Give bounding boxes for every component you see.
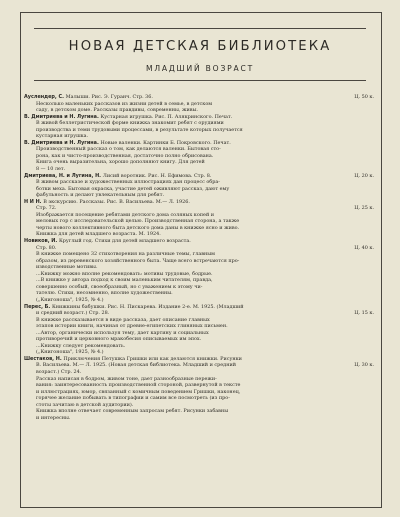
header-rule [34,80,366,81]
entry-title: Кустарная игрушка. Рис. П. Алякринского. Печат. [100,113,233,120]
entry-text-line: („Книгоноша", 1925, № 4.) [36,349,104,356]
entry-text-line: Стр. 72. Ц. 25 к. [36,205,374,212]
entry-text-line: В живой беллетристической форме книжка знакомит ребят с орудиями [36,120,224,127]
top-rule [34,28,366,29]
entry-text-line: ...В книжке у автора подход к своим маленьким читателям, правда, [36,277,213,284]
entry-text-line: горячее желание побывать в типографии и самим все посмотреть (из про- [36,395,230,402]
entry-text-line: 8 — 10 лет. [36,166,66,173]
entry-price: Ц. 30 к. [354,362,374,369]
entry-price: Ц. 40 к. [354,244,374,251]
entry-text-line: тателю. Стихи, несомненно, вполне художественны. [36,290,173,297]
entry-title: Малыши. Рис. Э. Гуранч. Стр. 36. [65,94,153,100]
entry-text-line: В живом рассказе и художественных иллюстрациях дан процесс обра- [36,179,220,186]
entry-text-line: меловых гор с исследовательской целью. Производственная сторона, а также [36,218,240,225]
entry-text-line: и иллюстрациях, юмор, связанный с комичным поведением Гришки, наконец, [36,388,241,395]
catalog-entry [24,140,374,173]
entry-price: Ц. 25 к. [354,205,374,212]
catalog-entry [24,238,374,303]
entry-text-line: фабульность и делают увлекательным для ребят. [36,192,165,199]
entry-text-line: этапов истории книги, начиная от древне-египетских глиняных письмен. [36,323,228,330]
catalog-entry [24,94,374,114]
entry-text-line: Изображается посещение ребятами детского дома соляных копей и [36,211,215,218]
entry-text-line: Книжка вполне отвечает современным запросам ребят. Рисунки забавны [36,408,229,415]
entry-text-line: Рассказ написан в бодром, живом тоне, дает разнообразные пережи- [36,375,217,382]
catalog-entry [24,356,374,421]
entry-author: Перес, Б. [24,303,52,310]
entry-author: В. Дмитриева и Н. Лугина. [24,113,101,120]
entry-text-line: рона, как и чисто-производственная, достаточно полно обрисована. [36,152,214,159]
entry-author: Новиков, И. [24,238,59,245]
entry-title: Приключения Петушка Гришки или как делаются книжки. Рисунки [63,355,242,362]
entry-text-line: производства и теми трудовыми процессами, в результате которых получается [36,126,243,133]
entry-text-line: В. Васильева. М.— Л. 1925. (Новая детская библиотека. Младший и средний Ц. 30 к. [36,362,374,369]
entry-title: Новые валенки. Картинки Б. Покровского. Печат. [100,139,231,146]
entry-title: Круглый год. Стихи для детей младшего возраста. [58,238,191,245]
entry-title: Книжкины бабушки. Рис. Н. Пискарева. Издание 2-е. М. 1925. (Младший [51,303,244,310]
entry-text-line: саду, в детском доме. Рассказы правдивы, современны, живы. [36,107,198,114]
entry-text-line: и интересны. [36,414,71,421]
page-title: НОВАЯ ДЕТСКАЯ БИБЛИОТЕКА [68,39,332,54]
entry-text-line: кустарная игрушка. [36,133,89,140]
entry-text-line: вания: заинтересованность производственной стороной, развернутой в тексте [36,382,241,389]
entry-price: Ц. 50 к. [354,94,374,100]
entry-text-line: ботки меха. Бытовая окраска, участие детей оживляют рассказ, дают ему [36,185,230,192]
entry-author: Н И Н. [24,198,44,205]
catalog-entry [24,173,374,199]
entry-price: Ц. 15 к. [354,310,374,317]
entry-text-line: В книжке рассказывается в виде рассказа, дает описание главных [36,316,210,323]
entry-text-line: Несколько маленьких рассказов из жизни детей в семье, в детском [36,100,213,107]
entry-text-line: Стр. 80. Ц. 40 к. [36,244,374,251]
entry-text-line: образом, из деревенского хозяйственного быта. Чаще всего встречаются про- [36,257,240,264]
entry-text-line: совершенно особый, своеобразный, но с уважением к этому чи- [36,283,203,290]
page-subtitle: МЛАДШИЙ ВОЗРАСТ [145,64,255,73]
entry-text-line: изводственные мотивы. [36,264,98,271]
entry-text-line: Книга очень выразительна, хорошо дополняют книгу. Для детей [36,159,205,166]
entry-price: Ц. 20 к. [354,172,374,179]
catalog-entries [24,94,374,421]
entry-text-line: Книжка для детей младшего возраста. М. 1924. [36,231,161,238]
entry-title: Лисий воротник. Рис. Н. Ефимова. Стр. 8. [102,172,212,179]
catalog-entry [24,199,374,238]
entry-text-line: („Книгоноша", 1925, № 4.) [36,296,104,303]
entry-text-line: ...Книжку следует рекомендовать. [36,342,126,349]
entry-text-line: и средний возраст.) Стр. 28. Ц. 15 к. [36,310,374,317]
entry-text-line: В книжке помещено 32 стихотворения на различные темы, главным [36,251,215,258]
entry-text-line: ...Автор, органически используя тему, дает картину и социальных [36,329,209,336]
entry-text-line: стоты зачитаю в детской аудитории). [36,401,134,408]
entry-text-line: ...Книжку можно вполне рекомендовать: мотивы трудовые, бодрые. [36,270,213,277]
entry-author: Ауслендер, С. [24,94,66,100]
entry-text-line: Производственный рассказ о том, как делаются валенки. Бытовая сто- [36,146,221,153]
catalog-entry [24,114,374,140]
catalog-entry [24,304,374,356]
entry-text-line: возраст.) Стр. 24. [36,368,82,375]
entry-title: В экскурсию. Рассказы. Рис. В. Васильева. М.— Л. 1926. [43,198,190,205]
entry-author: Дмитриева, Н. и Лугина, Н. [24,172,103,179]
entry-text-line: противоречий и церковного мракобесия описываемых им эпох. [36,336,202,343]
entry-author: Шестаков, Н. [24,355,64,362]
entry-author: В. Дмитриева и Н. Лугина. [24,139,101,146]
entry-text-line: черты нового коллективного быта детского дома даны в книжке ясно и живо. [36,224,240,231]
